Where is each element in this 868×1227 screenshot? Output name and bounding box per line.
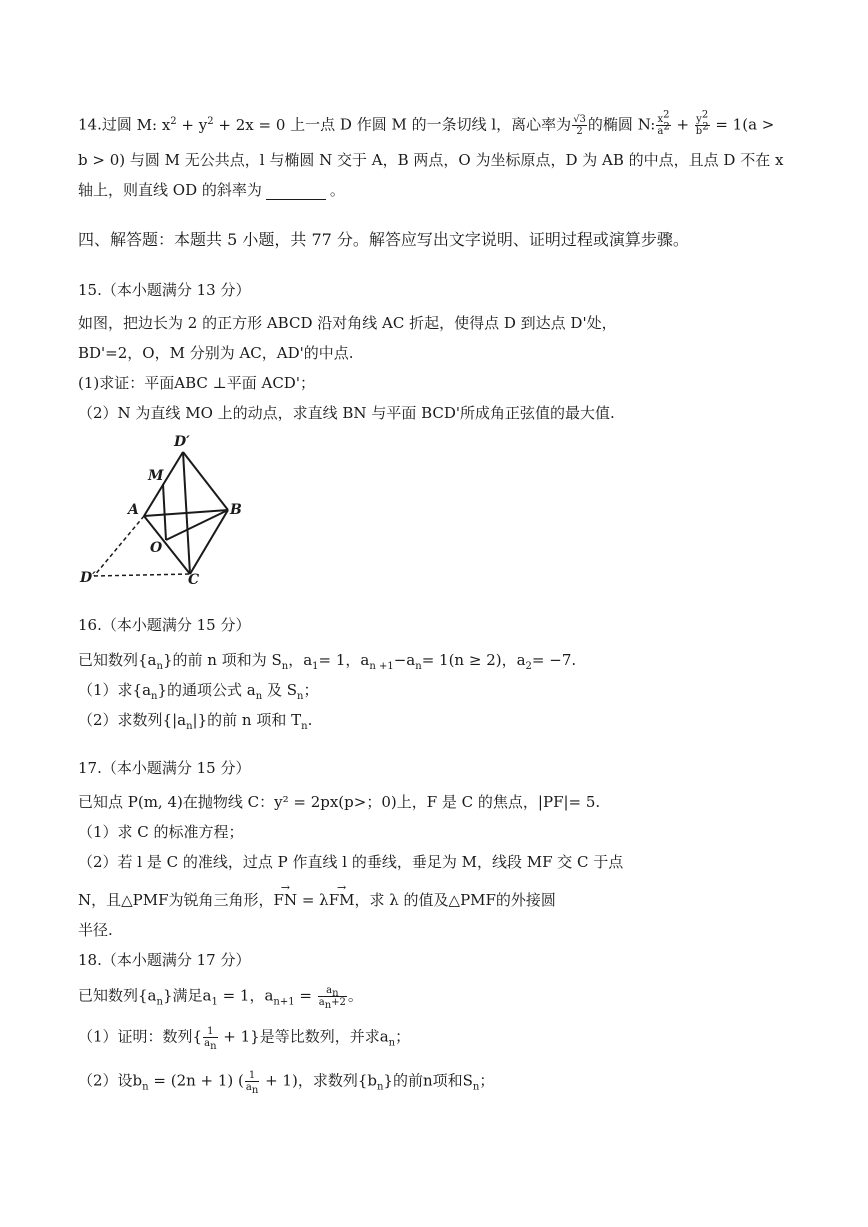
q17-line-5: 半径. — [78, 921, 113, 939]
q17-line-1: 已知点 P(m, 4)在抛物线 C：y² = 2px(p>；0)上，F 是 C 的焦点，|PF|= 5. — [78, 793, 601, 811]
q18-line-1: 已知数列$\{a_n\}$满足$a_1 = 1$，$a_{n+1}$ = $\frac{a_n}{a_n+2}$ 。 — [78, 985, 363, 1011]
circle-equation: M: $x^2 + y^2 + 2x = 0$ — [136, 115, 286, 134]
vector-equation: → FN = λ→ FM — [274, 891, 355, 909]
section-heading: 四、解答题：本题共 5 小题，共 77 分。解答应写出文字说明、证明过程或演算步骤。 — [78, 230, 689, 249]
q18-line-2: （1）证明：数列{ $\frac{1}{a_n}$ + 1}是等比数列，并求$a_n$； — [78, 1026, 411, 1052]
q16-line-2: （1）求$\{a_n\}$的通项公式 $a_n$ 及 $S_n$； — [78, 681, 319, 702]
q17-line-4: N，且△PMF为锐角三角形，→ FN = λ→ FM，求 λ 的值及△PMF的外接圆 — [78, 890, 556, 910]
q14-line-1: 14.过圆 M: $x^2 + y^2 + 2x = 0$ 上一点 D 作圆 M 的一条切线 l，离心率为 $\frac{√3}{2}$ 的椭圆 N: $\frac{x^2}{a^2}$ + $\frac{y^2}{b^2}$ = 1(a > — [78, 109, 775, 137]
q16-line-3: （2）求数列$\{|a_n|\}$的前 n 项和 $T_n$. — [78, 711, 313, 732]
q16-line-1: 已知数列$\{a_n\}$的前 n 项和为 $S_n$，$a_1= 1$，$a_{n +1}-a_n= 1(n \ge 2)$，$a_2= -7$. — [78, 651, 577, 672]
q17-line-2: （1）求 C 的标准方程； — [78, 823, 244, 841]
q15-line-2: BD'=2，O，M 分别为 AC，AD'的中点. — [78, 344, 354, 362]
q14-line-2: b > 0) 与圆 M 无公共点，l 与椭圆 N 交于 A，B 两点，O 为坐标原点，D 为 AB 的中点，且点 D 不在 x — [78, 151, 784, 169]
q16-title: 16.（本小题满分 15 分） — [78, 616, 251, 634]
label-o: O — [150, 540, 163, 556]
label-c: C — [188, 572, 200, 587]
label-d: D′ — [80, 570, 96, 586]
q15-line-4: （2）N 为直线 MO 上的动点，求直线 BN 与平面 BCD'所成角正弦值的最大值. — [78, 404, 615, 422]
eccentricity-fraction: $\frac{√3}{2}$ — [573, 114, 586, 137]
label-d-prime: D′ — [174, 434, 190, 450]
q15-line-3: (1)求证：平面ABC ⊥平面 ACD'； — [78, 374, 315, 392]
q18-title: 18.（本小题满分 17 分） — [78, 951, 251, 969]
answer-blank[interactable] — [266, 185, 326, 200]
q15-title: 15.（本小题满分 13 分） — [78, 281, 251, 299]
label-a: A — [128, 502, 139, 518]
q17-title: 17.（本小题满分 15 分） — [78, 759, 251, 777]
q15-line-1: 如图，把边长为 2 的正方形 ABCD 沿对角线 AC 折起，使得点 D 到达点 D'处， — [78, 314, 617, 332]
label-b: B — [230, 502, 242, 518]
label-m: M — [148, 468, 164, 484]
q14-line-3: 轴上，则直线 OD 的斜率为 。 — [78, 181, 345, 199]
geometry-figure — [78, 432, 258, 587]
q17-line-3: （2）若 l 是 C 的准线，过点 P 作直线 l 的垂线，垂足为 M，线段 MF 交 C 于点 — [78, 853, 624, 871]
q18-line-3: （2）设$b_n = (2n + 1)$ ( $\frac{1}{a_n}$ + 1)，求数列$\{b_n\}$的前n项和$S_n$； — [78, 1070, 495, 1096]
